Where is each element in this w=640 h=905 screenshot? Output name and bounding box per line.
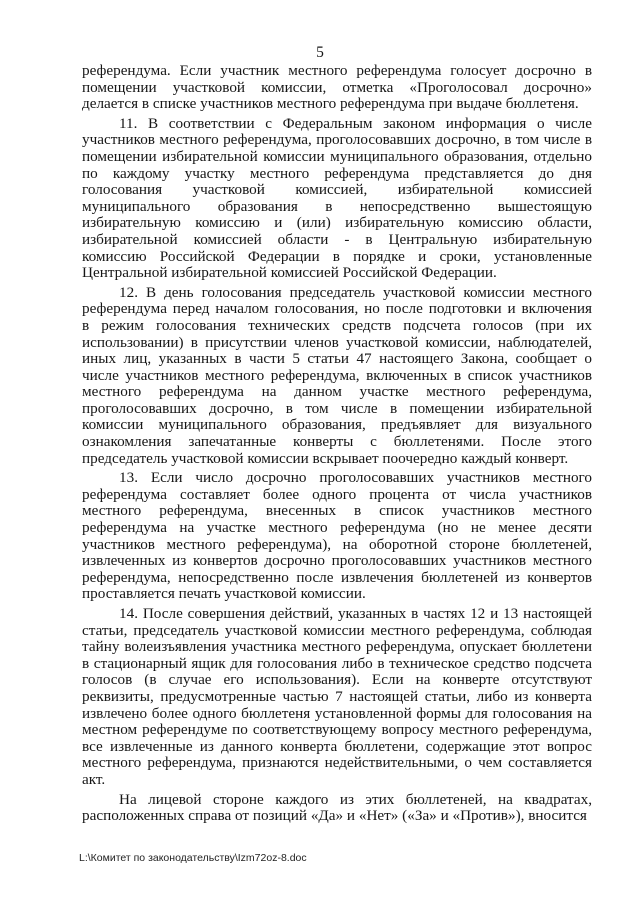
text-line: статьи, председатель участковой комиссии местного референдума, соблюдая: [82, 622, 592, 639]
text-line: избирательной комиссией области - в Центральную избирательную: [82, 231, 592, 248]
text-line: референдума составляет более одного процента от числа участников: [82, 486, 592, 503]
text-line: в стационарный ящик для голосования либо в техническое средство подсчета: [82, 655, 592, 672]
document-body: [82, 63, 592, 825]
text-line: 11. В соответствии с Федеральным законом информация о числе: [119, 115, 592, 132]
text-line: местного референдума на данном участке местного референдума,: [82, 384, 592, 401]
text-line: в режим голосования технических средств подсчета голосов (при их: [82, 317, 592, 334]
text-line: использовании) в присутствии членов участковой комиссии, наблюдателей,: [82, 334, 592, 351]
text-line: референдума, непосредственно после извлечения бюллетеней из конвертов: [82, 569, 592, 586]
text-line: акт.: [82, 771, 106, 788]
text-line: голосов (в случае его использования). Если на конверте отсутствуют: [82, 672, 592, 689]
text-line: по каждому участку местного референдума представляется до дня: [82, 165, 592, 182]
text-line: извлечено более одного бюллетеня установленной формы для голосования на: [82, 705, 592, 722]
text-line: На лицевой стороне каждого из этих бюллетеней, на квадратах,: [119, 791, 592, 808]
paragraph: [82, 792, 592, 825]
text-line: 12. В день голосования председатель участковой комиссии местного: [119, 284, 592, 301]
page-number: 5: [316, 44, 324, 61]
text-line: проставляется печать участковой комиссии.: [82, 586, 366, 603]
paragraph: [82, 606, 592, 789]
text-line: числе участников местного референдума, включенных в список участников: [82, 367, 592, 384]
text-line: референдума. Если участник местного референдума голосует досрочно в: [82, 63, 592, 79]
text-line: муниципального образования в непосредственно вышестоящую: [82, 198, 592, 215]
text-line: местном референдуме по соответствующему вопросу местного референдума,: [82, 722, 592, 739]
text-line: избирательную комиссию и (или) избирательную комиссию области,: [82, 215, 592, 232]
text-line: проголосовавших досрочно, в том числе в помещении избирательной: [82, 400, 592, 417]
text-line: расположенных справа от позиций «Да» и «Нет» («За» и «Против»), вносится: [82, 808, 587, 825]
text-line: участников местного референдума), на оборотной стороне бюллетеней,: [82, 536, 592, 553]
text-line: делается в списке участников местного референдума при выдаче бюллетеня.: [82, 96, 579, 113]
paragraph: [82, 470, 592, 603]
text-line: местного референдума, признаются недействительными, о чем составляется: [82, 755, 592, 772]
text-line: иных лиц, указанных в части 5 статьи 47 настоящего Закона, сообщает о: [82, 351, 592, 368]
text-line: все извлеченные из данного конверта бюллетени, содержащие этот вопрос: [82, 738, 592, 755]
paragraph: [82, 116, 592, 282]
footer-file-path: L:\Комитет по законодательству\Izm72oz-8.doc: [79, 852, 307, 864]
text-line: участников местного референдума, проголосовавших досрочно, в том числе в: [82, 132, 592, 149]
text-line: реквизиты, предусмотренные частью 7 настоящей статьи, либо из конверта: [82, 688, 592, 705]
text-line: комиссию Российской Федерации в порядке и сроки, установленные: [82, 248, 592, 265]
text-line: комиссии муниципального образования, предъявляет для визуального: [82, 417, 592, 434]
text-line: референдума на участке местного референдума (но не менее десяти: [82, 520, 592, 537]
text-line: помещении участковой комиссии, отметка «Проголосовал досрочно»: [82, 79, 592, 96]
paragraph: [82, 285, 592, 468]
text-line: помещении избирательной комиссии муниципального образования, отдельно: [82, 148, 592, 165]
text-line: 14. После совершения действий, указанных в частях 12 и 13 настоящей: [119, 606, 592, 622]
paragraph: [82, 63, 592, 113]
text-line: голосования участковой комиссией, избирательной комиссией: [82, 182, 592, 199]
text-line: Центральной избирательной комиссией Российской Федерации.: [82, 265, 497, 282]
text-line: тайну волеизъявления участника местного референдума, опускает бюллетени: [82, 639, 592, 656]
text-line: извлеченных из конвертов досрочно проголосовавших участников местного: [82, 553, 592, 570]
text-line: местного референдума, внесенных в список участников местного: [82, 503, 592, 520]
text-line: 13. Если число досрочно проголосовавших участников местного: [119, 470, 592, 487]
text-line: ознакомления запечатанные конверты с бюллетенями. После этого: [82, 434, 592, 451]
text-line: председатель участковой комиссии вскрывает поочередно каждый конверт.: [82, 450, 569, 467]
text-line: референдума перед началом голосования, но после подготовки и включения: [82, 301, 592, 318]
